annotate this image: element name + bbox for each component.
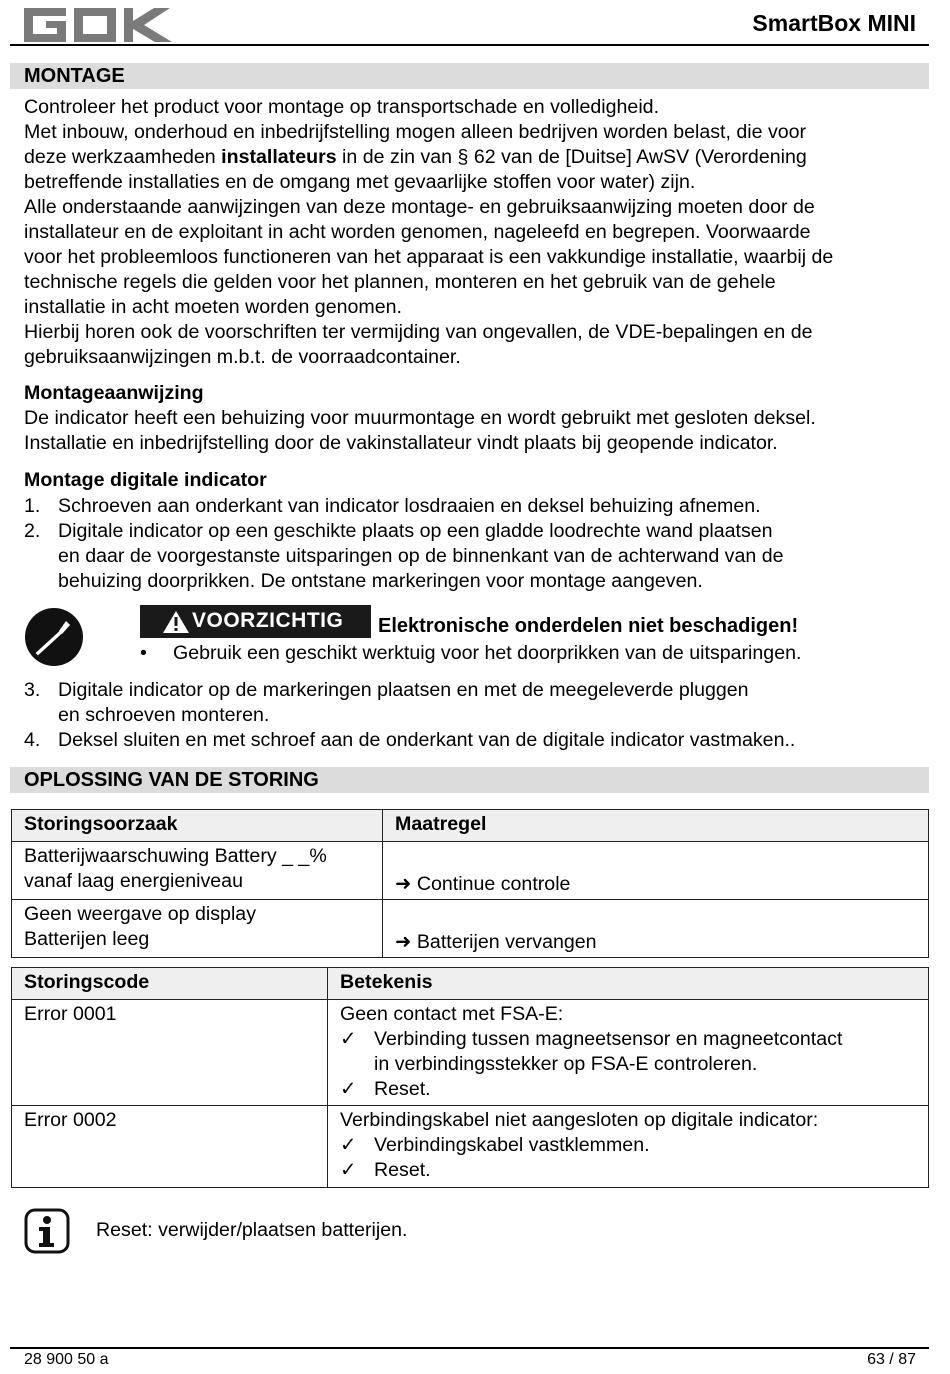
bullet-marker: •: [140, 642, 147, 664]
page-number: 63 / 87: [867, 1351, 916, 1368]
text-line: installatie in acht moeten worden genomen.: [24, 296, 402, 318]
warning-badge: [140, 605, 371, 638]
text-line: installateur en de exploitant in acht worden genomen, nageleefd en begrepen. Voorwaarde: [24, 221, 811, 243]
text-line: deze werkzaamheden installateurs in de zin van § 62 van de [Duitse] AwSV (Verordening: [24, 146, 807, 168]
screwdriver-icon: [24, 607, 84, 667]
text-line: Met inbouw, onderhoud en inbedrijfstelling mogen alleen bedrijven worden belast, die voor: [24, 121, 807, 143]
doc-number: 28 900 50 a: [24, 1351, 109, 1368]
step-text: Digitale indicator op een geschikte plaats op een gladde loodrechte wand plaatsen en daar de voorgestanste uitsparingen op de binnenkant van de achterwand van de behuizing doorprikken. De ontstane markeringen voor montage aangeven.: [58, 520, 784, 592]
check-icon: ✓: [340, 1159, 357, 1181]
text-line: voor het probleemloos functioneren van het apparaat is een vakkundige installatie, waarbij de: [24, 246, 834, 268]
step-text: Deksel sluiten en met schroef aan de onderkant van de digitale indicator vastmaken..: [58, 729, 796, 751]
table-row: [12, 842, 929, 900]
column-header: Maatregel: [383, 810, 929, 842]
warning-bullet: Gebruik een geschikt werktuig voor het doorprikken van de uitsparingen.: [173, 642, 802, 664]
montageaanwijzing-block: [24, 381, 929, 456]
step-number: 2.: [24, 520, 41, 542]
text-line: betreffende installaties en de omgang met gevaarlijke stoffen voor water) zijn.: [24, 171, 696, 193]
warning-title: Elektronische onderdelen niet beschadigen!: [378, 615, 799, 637]
table-storingscode: [11, 967, 929, 1188]
text-line: technische regels die gelden voor het plannen, monteren en het gebruik van de gehele: [24, 271, 776, 293]
subheading-digitale: Montage digitale indicator: [24, 469, 267, 491]
montage-body: [24, 95, 929, 370]
text-line: Controleer het product voor montage op transportschade en volledigheid.: [24, 96, 660, 118]
check-icon: ✓: [340, 1134, 357, 1156]
table-storingsoorzaak: [11, 809, 929, 958]
section-heading-storing: OPLOSSING VAN DE STORING: [10, 767, 929, 793]
column-header: Storingsoorzaak: [12, 810, 383, 842]
table-cell: Verbindingskabel niet aangesloten op digitale indicator: ✓ Verbindingskabel vastklemmen. ✓ Reset.: [328, 1106, 929, 1188]
column-header: Betekenis: [328, 968, 929, 1000]
step-number: 3.: [24, 679, 41, 701]
text-line: gebruiksaanwijzingen m.b.t. de voorraadcontainer.: [24, 346, 461, 368]
table-row: [12, 900, 929, 958]
emphasis-installateurs: installateurs: [221, 146, 337, 168]
section-heading-montage: MONTAGE: [10, 63, 929, 89]
step-text: Schroeven aan onderkant van indicator losdraaien en deksel behuizing afnemen.: [58, 495, 761, 517]
info-text: Reset: verwijder/plaatsen batterijen.: [96, 1219, 408, 1241]
text-line: De indicator heeft een behuizing voor muurmontage en wordt gebruikt met gesloten deksel.: [24, 407, 816, 429]
table-cell: Geen contact met FSA-E: ✓ Verbinding tussen magneetsensor en magneetcontact in verbindingsstekker op FSA-E controleren. ✓ Reset.: [328, 1000, 929, 1106]
table-cell: Batterijwaarschuwing Battery _ _% vanaf laag energieniveau: [12, 842, 383, 900]
check-icon: ✓: [340, 1028, 357, 1050]
text-line: Alle onderstaande aanwijzingen van deze montage- en gebruiksaanwijzing moeten door de: [24, 196, 815, 218]
table-cell: Error 0002: [12, 1106, 328, 1188]
step-text: Digitale indicator op de markeringen plaatsen en met de meegeleverde pluggen en schroeven monteren.: [58, 679, 749, 726]
footer-rule: [10, 1347, 929, 1349]
step-number: 1.: [24, 495, 41, 517]
header-rule: [10, 44, 929, 46]
column-header: Storingscode: [12, 968, 328, 1000]
table-cell: Geen weergave op display Batterijen leeg: [12, 900, 383, 958]
table-cell: ➜ Continue controle: [383, 842, 929, 900]
info-icon: [24, 1208, 70, 1254]
warning-triangle-icon: [162, 610, 190, 634]
table-cell: ➜ Batterijen vervangen: [383, 900, 929, 958]
subheading-montageaanwijzing: Montageaanwijzing: [24, 382, 204, 404]
table-row: [12, 1000, 929, 1106]
text-line: Installatie en inbedrijfstelling door de vakinstallateur vindt plaats bij geopende indicator.: [24, 432, 778, 454]
table-row: [12, 1106, 929, 1188]
gok-logo: [24, 8, 200, 42]
document-title: SmartBox MINI: [752, 10, 916, 36]
step-number: 4.: [24, 729, 41, 751]
warning-label: VOORZICHTIG: [192, 609, 344, 632]
table-cell: Error 0001: [12, 1000, 328, 1106]
text-line: Hierbij horen ook de voorschriften ter vermijding van ongevallen, de VDE-bepalingen en de: [24, 321, 813, 343]
check-icon: ✓: [340, 1078, 357, 1100]
